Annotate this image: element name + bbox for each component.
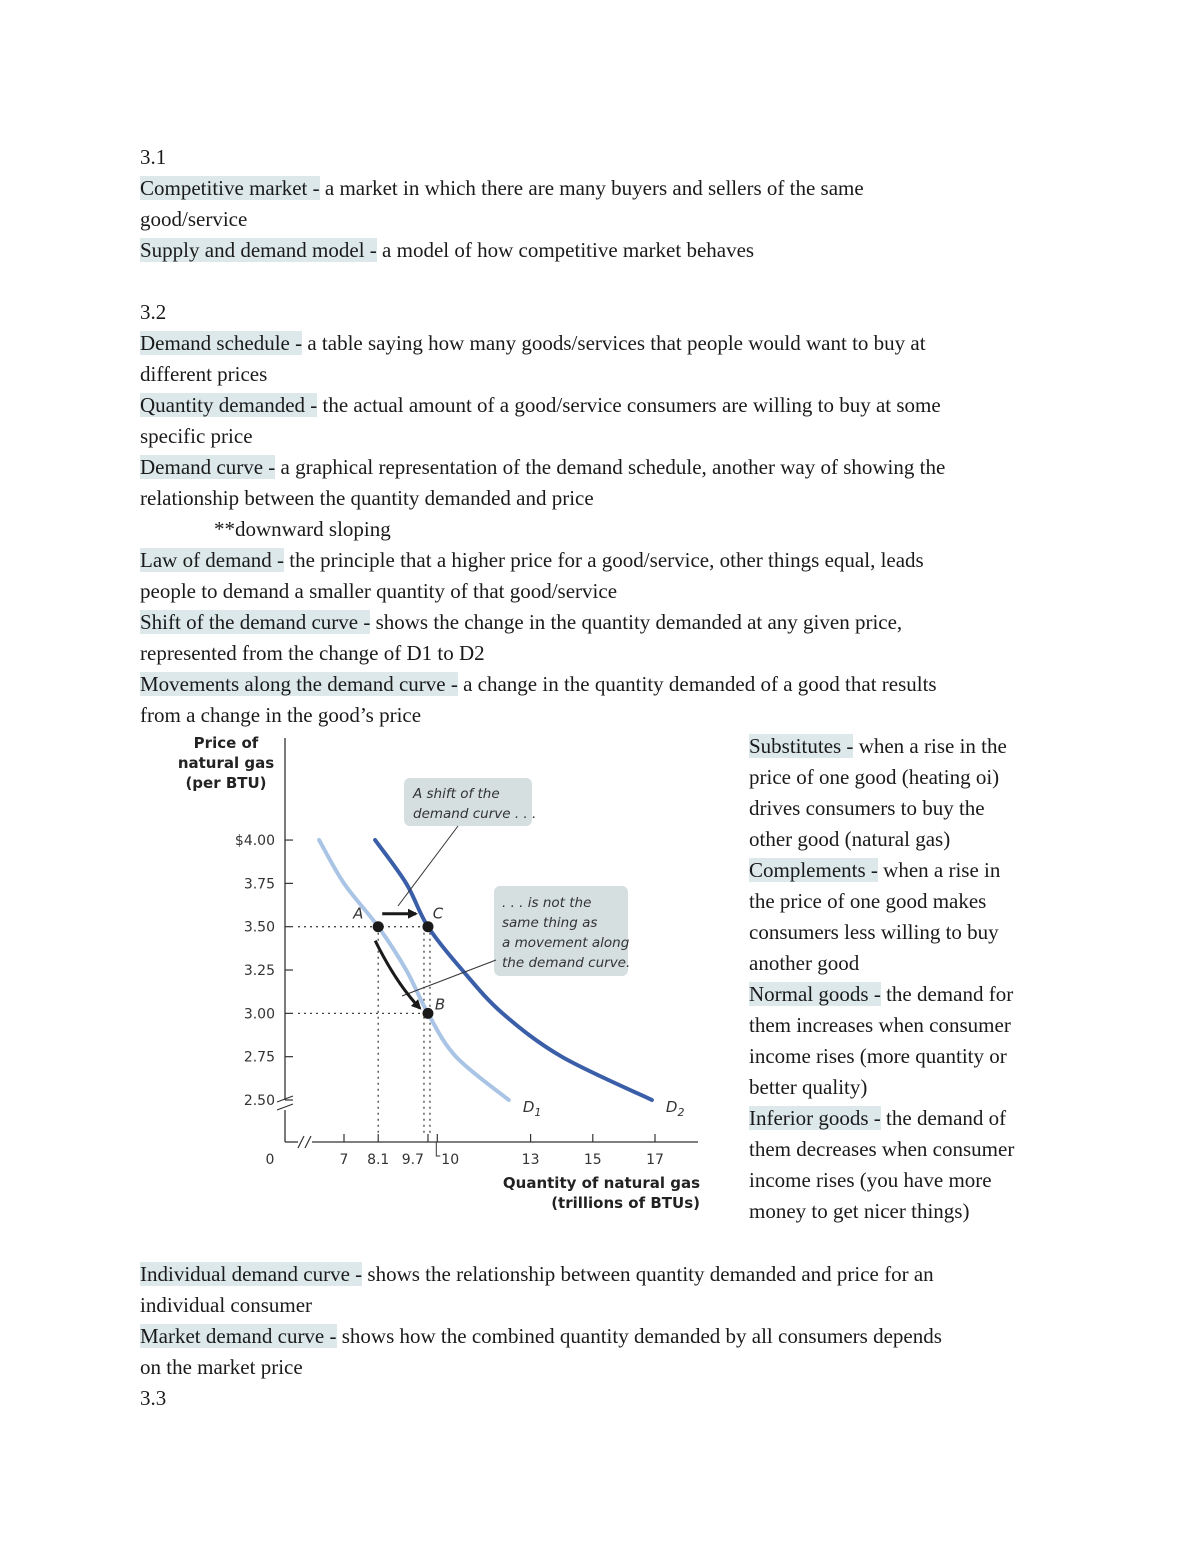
definition-shift-demand: [140, 607, 902, 638]
definition-text-continued: on the market price: [140, 1355, 303, 1379]
annotation-shift-line: demand curve . . .: [413, 806, 537, 822]
y-axis-label: [178, 734, 274, 792]
definition-text-continued: them increases when consumer: [749, 1013, 1011, 1037]
definition-law-of-demand: [140, 545, 924, 576]
definition-text: the actual amount of a good/service consumers are willing to buy at some: [317, 393, 941, 417]
definition-text-continued: good/service: [140, 207, 248, 231]
definition-text-continued: people to demand a smaller quantity of that good/service: [140, 579, 618, 603]
x-tick-label: 7: [339, 1152, 349, 1168]
definition-text-continued: another good: [749, 951, 860, 975]
term-competitive-market: Competitive market -: [140, 176, 320, 200]
definition-text-continued: the price of one good makes: [749, 889, 987, 913]
point-label-a: A: [353, 904, 364, 923]
definition-text: shows the change in the quantity demanded at any given price,: [370, 610, 903, 634]
annotation-movement-line: a movement along: [502, 935, 630, 951]
section-heading-3-2: 3.2: [140, 300, 167, 324]
definition-text: a model of how competitive market behaves: [376, 238, 755, 262]
term-inferior-goods: Inferior goods -: [749, 1106, 881, 1130]
term-normal-goods: Normal goods -: [749, 982, 881, 1006]
y-tick-label: 2.50: [243, 1093, 275, 1109]
y-tick-label: 2.75: [243, 1049, 275, 1066]
y-tick-label: 3.00: [243, 1006, 275, 1023]
definition-text: a market in which there are many buyers and sellers of the same: [319, 176, 864, 200]
definition-complements: [749, 855, 1000, 886]
definition-text: a table saying how many goods/services that people would want to buy at: [302, 331, 926, 355]
definition-text: the demand for: [880, 982, 1014, 1006]
definition-quantity-demanded: [140, 390, 941, 421]
definition-text-continued: them decreases when consumer: [749, 1137, 1015, 1161]
definition-text: a change in the quantity demanded of a good that results: [457, 672, 937, 696]
definition-demand-schedule: [140, 328, 926, 359]
term-shift-demand: Shift of the demand curve -: [140, 610, 371, 634]
term-complements: Complements -: [749, 858, 878, 882]
definition-text: when a rise in the: [853, 734, 1007, 758]
x-tick-label: 15: [583, 1152, 602, 1168]
definition-text-continued: drives consumers to buy the: [749, 796, 985, 820]
definition-text: shows how the combined quantity demanded by all consumers depends: [336, 1324, 942, 1348]
annotation-movement-line: . . . is not the: [502, 895, 592, 911]
point-label-c: C: [432, 904, 444, 923]
definition-competitive-market: [140, 173, 864, 204]
definition-text-continued: individual consumer: [140, 1293, 313, 1317]
definition-individual-curve: [140, 1259, 934, 1290]
demand-curve-note: **downward sloping: [214, 517, 391, 541]
demand-curve-chart: [140, 728, 720, 1228]
term-supply-demand-model: Supply and demand model -: [140, 238, 377, 262]
annotation-movement-line: same thing as: [502, 915, 598, 931]
annotation-movement-line: the demand curve.: [502, 955, 631, 971]
definition-text-continued: consumers less willing to buy: [749, 920, 999, 944]
definition-text-continued: relationship between the quantity demanded and price: [140, 486, 594, 510]
curve-label-subscript: 2: [677, 1106, 685, 1119]
x-axis-label-line: (trillions of BTUs): [551, 1194, 700, 1212]
definition-text-continued: income rises (more quantity or: [749, 1044, 1007, 1068]
curve-label-d2: $D_2$: [665, 1098, 685, 1119]
x-tick-bracket: [436, 1142, 440, 1156]
definition-text-continued: better quality): [749, 1075, 868, 1099]
term-demand-schedule: Demand schedule -: [140, 331, 303, 355]
y-tick-label: 3.50: [243, 919, 275, 936]
definition-text: the principle that a higher price for a good/service, other things equal, leads: [284, 548, 924, 572]
definition-supply-demand-model: [140, 235, 754, 266]
definition-text-continued: price of one good (heating oi): [749, 765, 1000, 789]
annotation-shift-pointer: [398, 826, 458, 906]
x-tick-label: 17: [646, 1152, 664, 1168]
definition-text-continued: income rises (you have more: [749, 1168, 992, 1192]
definition-text: the demand of: [880, 1106, 1007, 1130]
term-movements-along: Movements along the demand curve -: [140, 672, 458, 696]
point-b: [422, 1008, 433, 1019]
x-axis-break-icon: [298, 1136, 311, 1148]
definition-text-continued: from a change in the good’s price: [140, 703, 422, 727]
y-axis-label-line: Price of: [193, 734, 259, 752]
section-heading-3-3: 3.3: [140, 1386, 167, 1410]
origin-label: 0: [265, 1152, 275, 1168]
movement-arrow: [375, 941, 420, 1009]
point-label-b: B: [434, 995, 446, 1014]
term-market-curve: Market demand curve -: [140, 1324, 337, 1348]
x-tick-label: 8.1: [367, 1152, 390, 1168]
x-tick-label: 9.7: [401, 1152, 424, 1168]
definition-text-continued: represented from the change of D1 to D2: [140, 641, 485, 665]
term-law-of-demand: Law of demand -: [140, 548, 285, 572]
definition-market-curve: [140, 1321, 942, 1352]
point-a: [373, 921, 384, 932]
definition-text-continued: different prices: [140, 362, 268, 386]
definition-text-continued: other good (natural gas): [749, 827, 951, 851]
y-tick-label: $4.00: [234, 833, 275, 850]
point-c: [422, 921, 433, 932]
demand-curve-d1: [319, 840, 509, 1100]
definition-text-continued: money to get nicer things): [749, 1199, 970, 1223]
y-axis-label-line: (per BTU): [185, 774, 267, 792]
definition-text-continued: specific price: [140, 424, 253, 448]
term-demand-curve: Demand curve -: [140, 455, 276, 479]
definition-demand-curve: [140, 452, 945, 483]
definition-text: when a rise in: [877, 858, 1001, 882]
definition-text: shows the relationship between quantity demanded and price for an: [362, 1262, 934, 1286]
term-quantity-demanded: Quantity demanded -: [140, 393, 318, 417]
curve-label-subscript: 1: [534, 1106, 542, 1119]
y-tick-label: 3.25: [243, 963, 275, 980]
x-axis-label-line: Quantity of natural gas: [502, 1174, 700, 1192]
curve-label-d1: $D_1$: [522, 1098, 542, 1119]
annotation-shift-line: A shift of the: [413, 786, 500, 802]
definition-substitutes: [749, 731, 1007, 762]
section-heading-3-1: 3.1: [140, 145, 167, 169]
definition-normal-goods: [749, 979, 1013, 1010]
definition-text: a graphical representation of the demand schedule, another way of showing the: [275, 455, 946, 479]
definition-inferior-goods: [749, 1103, 1006, 1134]
x-axis-label: [503, 1174, 700, 1212]
x-tick-label: 10: [441, 1152, 460, 1168]
y-tick-label: 3.75: [243, 876, 275, 893]
definition-movements-along: [140, 669, 937, 700]
x-tick-label: 13: [521, 1152, 540, 1168]
term-individual-curve: Individual demand curve -: [140, 1262, 363, 1286]
term-substitutes: Substitutes -: [749, 734, 854, 758]
y-axis-label-line: natural gas: [177, 754, 275, 772]
